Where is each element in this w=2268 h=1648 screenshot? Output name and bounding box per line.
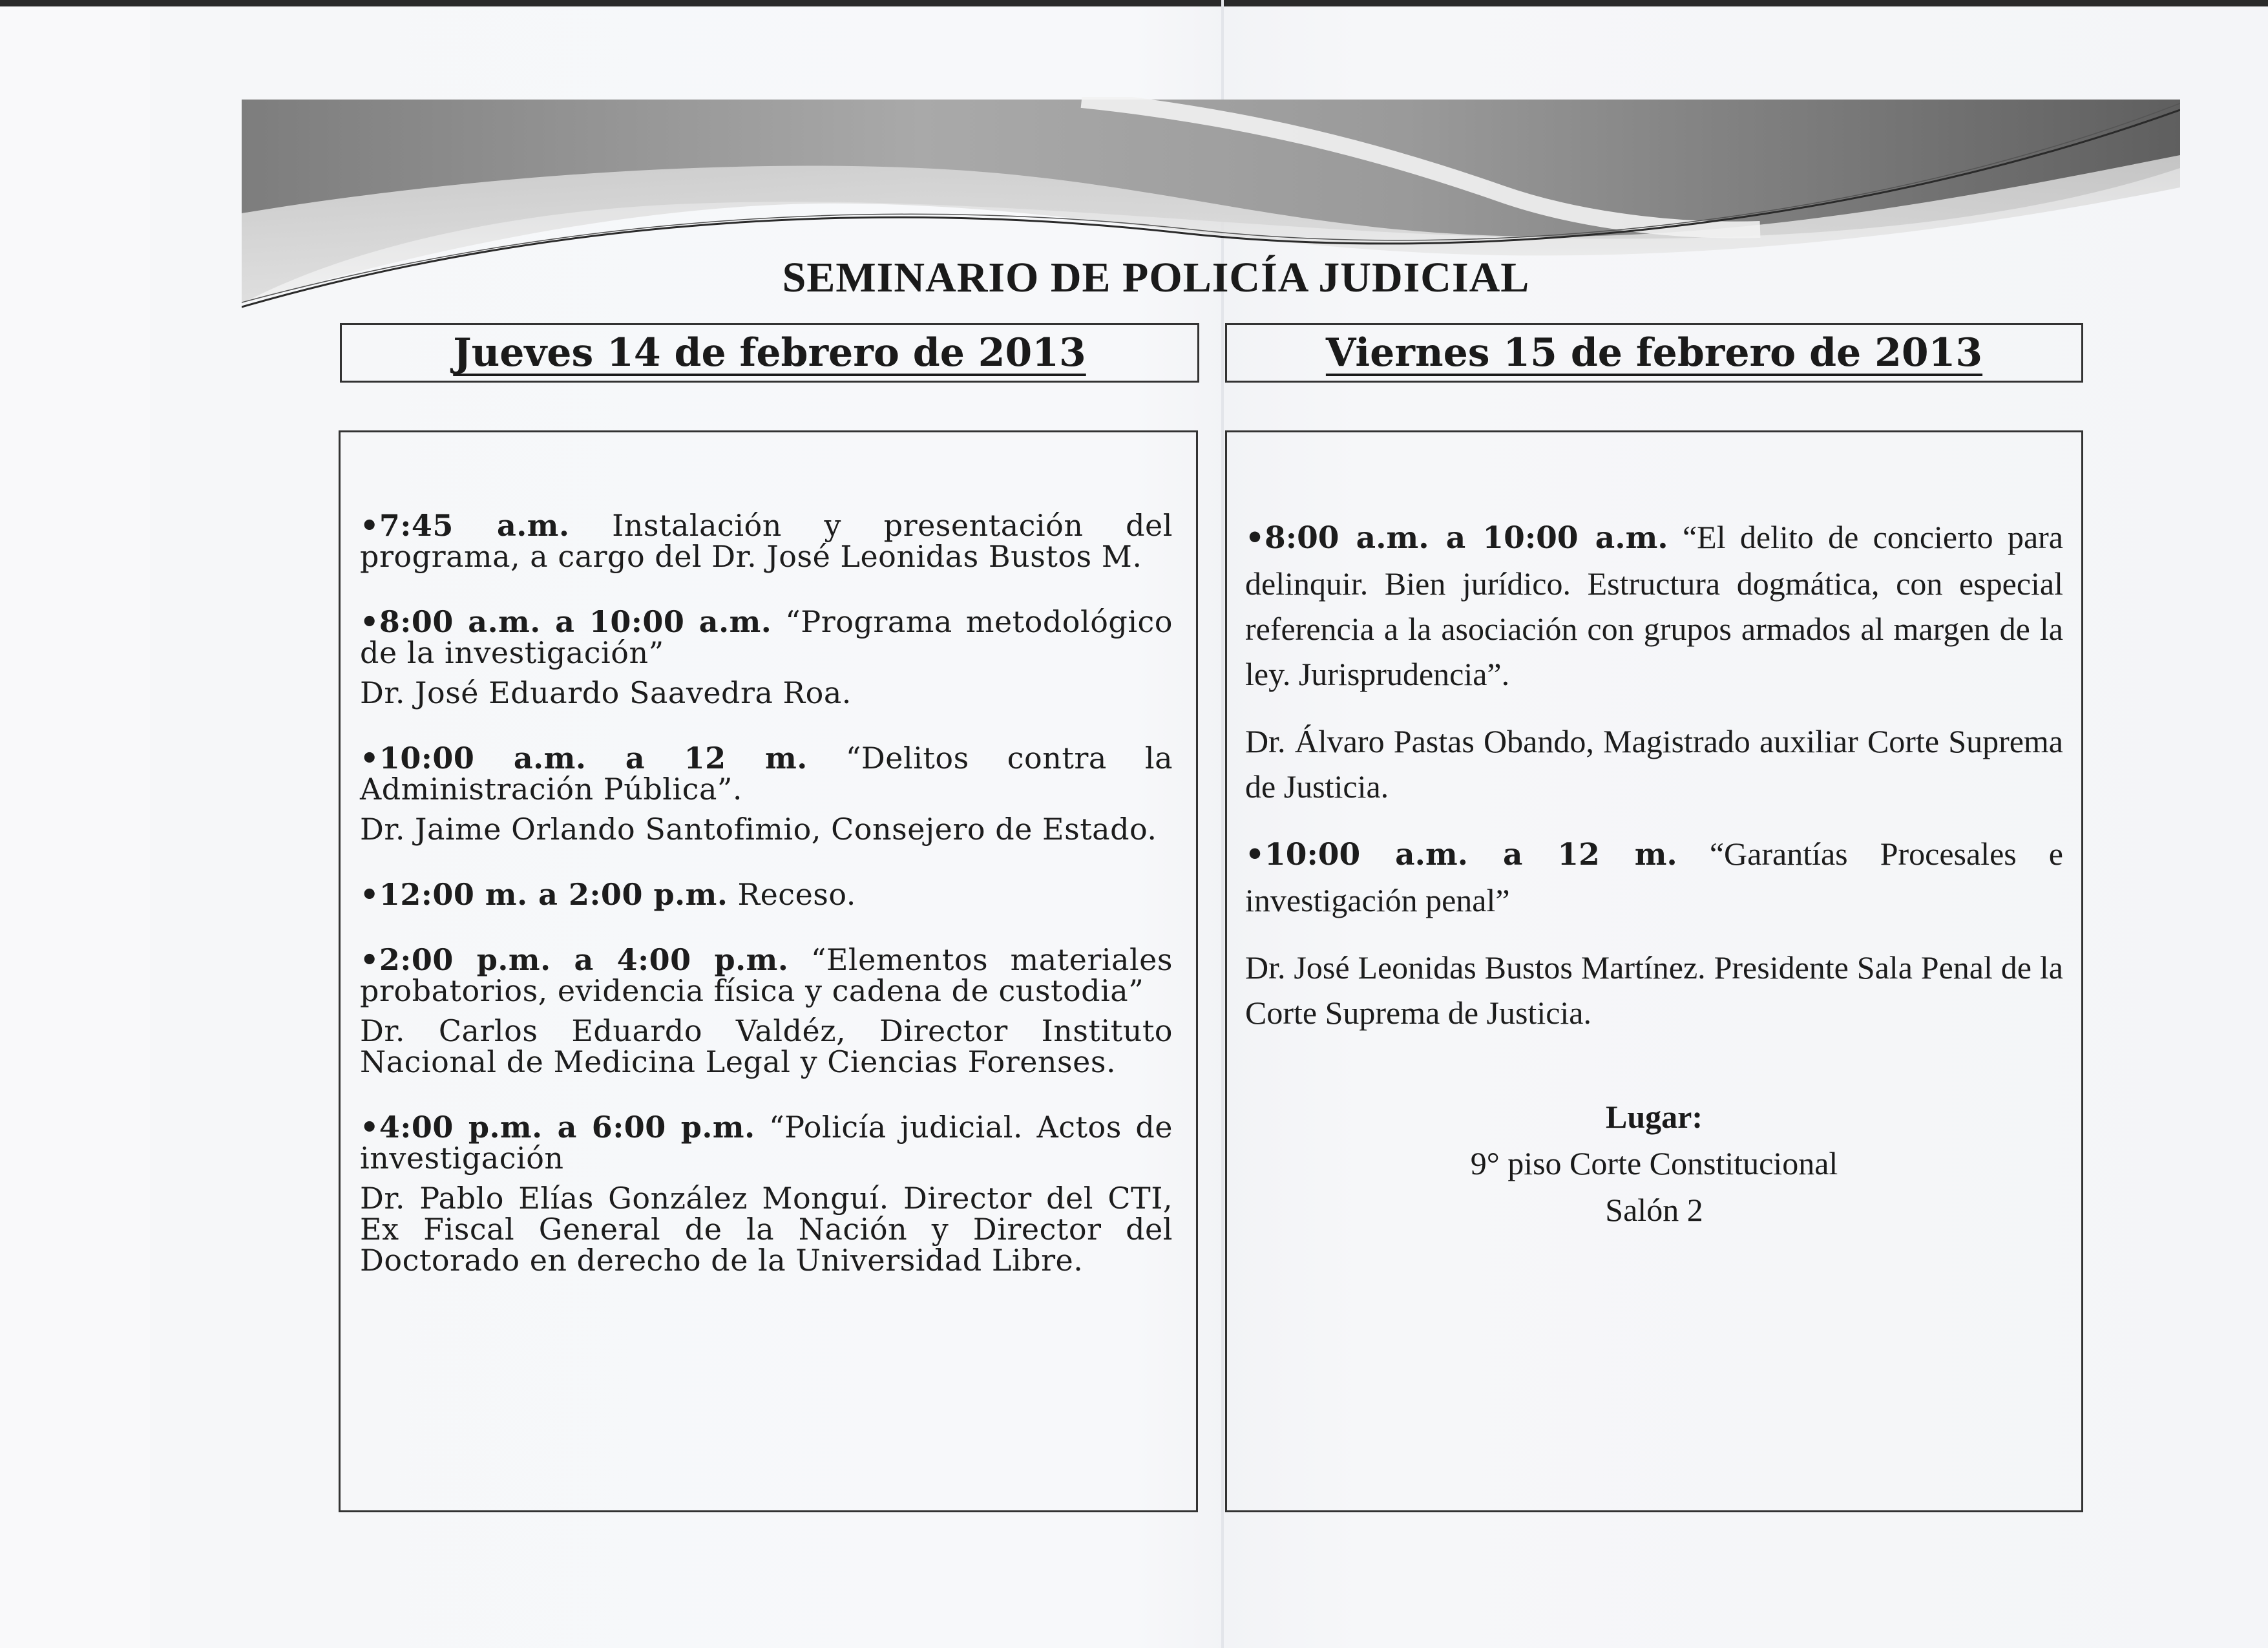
item-speaker: Dr. Carlos Eduardo Valdéz, Director Instituto Nacional de Medicina Legal y Ciencias Forenses. [360, 1013, 1173, 1079]
schedule-item [360, 944, 1173, 1077]
schedule-item [360, 879, 1173, 910]
schedule-item [360, 1112, 1173, 1276]
page-margin [0, 6, 150, 1648]
schedule-item [1245, 831, 2063, 923]
item-speaker: Dr. José Leonidas Bustos Martínez. Presidente Sala Penal de la Corte Suprema de Justicia. [1245, 949, 2063, 1031]
item-text: “Elementos materiales probatorios, evidencia física y cadena de custodia” [360, 942, 1173, 1008]
venue-line-2: Salón 2 [1605, 1192, 1703, 1228]
day1-heading-box [340, 323, 1199, 383]
item-text: “Delitos contra la Administración Pública”. [360, 741, 1173, 807]
item-time: •8:00 a.m. a 10:00 a.m. [360, 604, 772, 639]
item-time: •8:00 a.m. a 10:00 a.m. [1245, 520, 1668, 556]
item-text: Instalación y presentación del programa, a cargo del Dr. José Leonidas Bustos M. [360, 508, 1173, 574]
venue-block [1245, 1093, 2063, 1233]
item-description [1245, 514, 2063, 697]
item-description [360, 743, 1173, 805]
item-text: “Programa metodológico de la investigación” [360, 604, 1173, 670]
day1-schedule-panel [339, 430, 1198, 1512]
item-speaker: Dr. Pablo Elías González Monguí. Director del CTI, Ex Fiscal General de la Nación y Director del Doctorado en derecho de la Universidad Libre. [360, 1181, 1173, 1278]
schedule-item [360, 606, 1173, 708]
item-time: •2:00 p.m. a 4:00 p.m. [360, 942, 789, 977]
item-time: •12:00 m. a 2:00 p.m. [360, 877, 728, 912]
day2-schedule-panel [1225, 430, 2083, 1512]
schedule-item [1245, 514, 2063, 697]
schedule-item [360, 743, 1173, 845]
item-description [360, 606, 1173, 668]
item-speaker: Dr. Jaime Orlando Santofimio, Consejero de Estado. [360, 812, 1157, 847]
item-time: •7:45 a.m. [360, 508, 570, 543]
item-description [360, 879, 1173, 910]
day1-heading: Jueves 14 de febrero de 2013 [453, 330, 1086, 375]
item-time: •4:00 p.m. a 6:00 p.m. [360, 1110, 755, 1145]
item-text: “Garantías Procesales e investigación penal” [1245, 836, 2064, 918]
item-description [360, 944, 1173, 1006]
item-text: “Policía judicial. Actos de investigación [360, 1110, 1173, 1176]
item-description [360, 510, 1173, 572]
item-time: •10:00 a.m. a 12 m. [1245, 837, 1677, 872]
schedule-item [360, 510, 1173, 572]
venue-label: Lugar: [1606, 1099, 1703, 1135]
day2-heading: Viernes 15 de febrero de 2013 [1325, 330, 1983, 375]
item-speaker: Dr. José Eduardo Saavedra Roa. [360, 675, 852, 710]
item-description [360, 1112, 1173, 1174]
item-time: •10:00 a.m. a 12 m. [360, 741, 808, 776]
day2-heading-box [1225, 323, 2083, 383]
item-text: “El delito de concierto para delinquir. Bien jurídico. Estructura dogmática, con especial referencia a la asociación con grupos armados al margen de la ley. Jurisprudencia”. [1245, 519, 2064, 692]
item-description [1245, 831, 2063, 923]
item-speaker: Dr. Álvaro Pastas Obando, Magistrado auxiliar Corte Suprema de Justicia. [1245, 723, 2063, 805]
item-text: Receso. [728, 877, 856, 912]
scan-edge [0, 0, 2268, 6]
page-title: SEMINARIO DE POLICÍA JUDICIAL [782, 254, 1530, 301]
venue-line-1: 9° piso Corte Constitucional [1470, 1145, 1838, 1181]
